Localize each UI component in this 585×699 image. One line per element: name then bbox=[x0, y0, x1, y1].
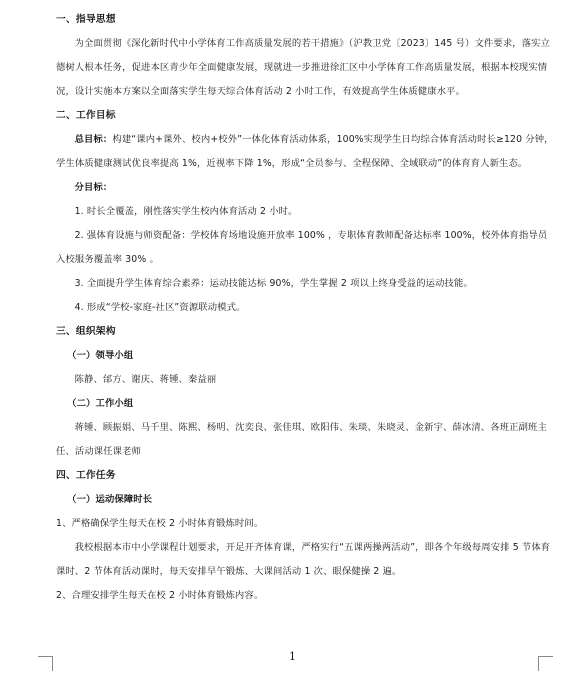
section-heading-goals: 二、工作目标 bbox=[56, 110, 116, 121]
subheading-working-group: （二）工作小组 bbox=[67, 398, 134, 409]
sub-goal-item-4: 4. 形成“学校-家庭-社区”资源联动模式。 bbox=[74, 302, 246, 313]
document-body bbox=[56, 8, 556, 608]
task-item-2: 2、合理安排学生每天在校 2 小时体育锻炼内容。 bbox=[56, 590, 264, 601]
task-item-1: 1、严格确保学生每天在校 2 小时体育锻炼时间。 bbox=[56, 518, 264, 529]
sub-goal-item-3: 3. 全面提升学生体育综合素养：运动技能达标 90%，学生掌握 2 项以上终身受益的运动技能。 bbox=[74, 278, 473, 289]
sub-goal-item-1: 1. 时长全覆盖，刚性落实学生校内体育活动 2 小时。 bbox=[74, 206, 298, 217]
section-heading-guiding-idea: 一、指导思想 bbox=[56, 14, 116, 25]
paragraph-guiding-idea: 为全面贯彻《深化新时代中小学体育工作高质量发展的若干措施》（沪教卫党〔2023〕145 号）文件要求，落实立德树人根本任务，促进本区青少年全面健康发展，现就进一步推进徐汇区中小学体育工作高质量发展，根据本校现实情况，设计实施本方案以全面落实学生每天综合体育活动 2 小时工作，有效提高学生体质健康水平。 bbox=[56, 38, 551, 97]
paragraph-overall-goal bbox=[56, 128, 556, 176]
section-heading-tasks: 四、工作任务 bbox=[56, 470, 116, 481]
working-group-names: 蒋锺、顾振娟、马千里、陈熙、杨明、沈奕良、张佳琪、欧阳伟、朱琰、朱晓灵、金新宇、薛冰清、各班正副班主任、活动课任课老师 bbox=[56, 422, 547, 457]
overall-goal-label: 总目标： bbox=[74, 134, 113, 145]
subheading-exercise-time: （一）运动保障时长 bbox=[67, 494, 153, 505]
leadership-group-names: 陈静、邰方、谢庆、蒋锺、秦益丽 bbox=[74, 374, 217, 385]
page-number: 1 bbox=[289, 650, 296, 663]
sub-goal-item-2: 2. 强体育设施与师资配备：学校体育场地设施开放率 100% ，专职体育教师配备达标率 100%，校外体育指导员入校服务覆盖率 30% 。 bbox=[56, 230, 548, 265]
sub-goal-label: 分目标： bbox=[74, 182, 113, 193]
subheading-leadership-group: （一）领导小组 bbox=[67, 350, 134, 361]
overall-goal-text: 构建“课内+课外、校内+校外”一体化体育活动体系，100%实现学生日均综合体育活动时长≥120 分钟，学生体质健康测试优良率提高 1%，近视率下降 1%，形成“全员参与、全程保障、全域联动”的体育育人新生态。 bbox=[56, 134, 554, 169]
section-heading-organization: 三、组织架构 bbox=[56, 326, 116, 337]
task-item-1-paragraph: 我校根据本市中小学课程计划要求，开足开齐体育课，严格实行“五课两操两活动”，即各个年级每周安排 5 节体育课时、2 节体育活动课时，每天安排早午锻炼、大课间活动 1 次、眼保健操 2 遍。 bbox=[56, 542, 551, 577]
